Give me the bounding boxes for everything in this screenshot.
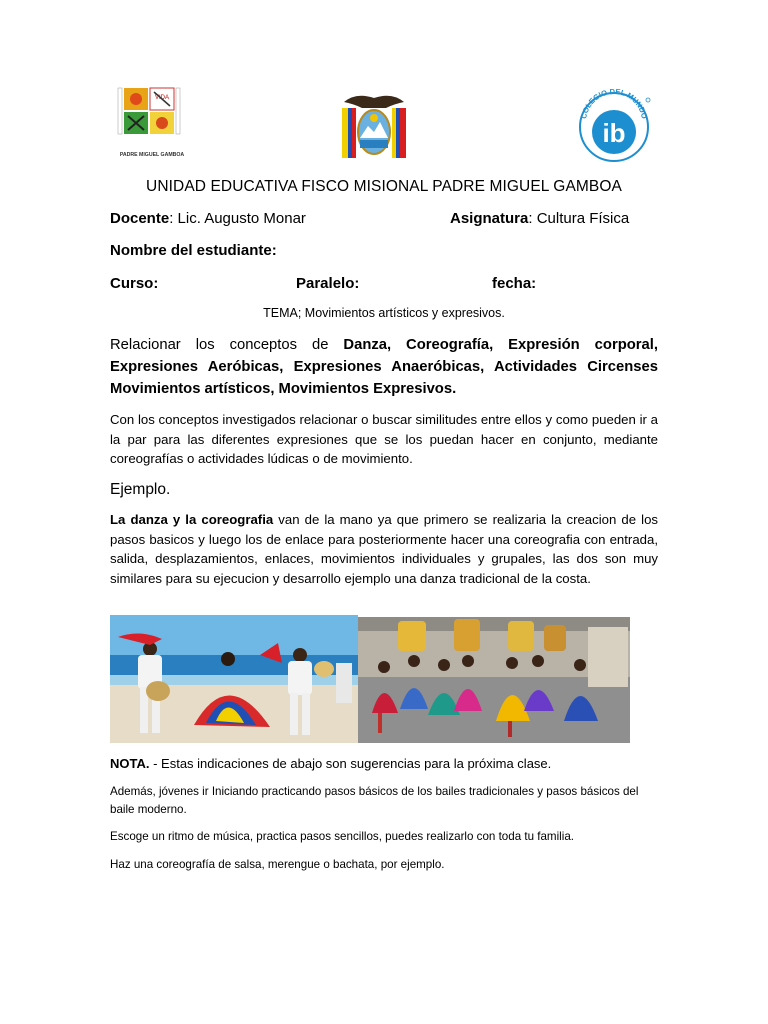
svg-text:VIDA: VIDA	[154, 95, 170, 101]
instruction-paragraph	[110, 334, 658, 400]
student-name-field	[110, 242, 277, 259]
suggestion-2: Escoge un ritmo de música, practica pasos sencillos, puedes realizarlo con toda tu familia.	[110, 830, 574, 843]
docente-field	[110, 210, 306, 227]
school-logo	[114, 86, 192, 164]
note-text: - Estas indicaciones de abajo son sugerencias para la próxima clase.	[149, 756, 552, 771]
ib-logo-text: COLEGIO DEL MUNDO	[579, 88, 649, 120]
example-heading: Ejemplo.	[110, 481, 171, 498]
note	[110, 756, 551, 771]
student-name-label: Nombre del estudiante:	[110, 242, 277, 259]
fecha-label: fecha:	[492, 275, 537, 292]
paralelo-label: Paralelo:	[296, 275, 360, 292]
topic-title: TEMA; Movimientos artísticos y expresivos.	[263, 306, 505, 320]
school-name: UNIDAD EDUCATIVA FISCO MISIONAL PADRE MIGUEL GAMBOA	[146, 178, 622, 195]
instruction-intro: Relacionar los conceptos de	[110, 337, 344, 353]
coat-of-arms-logo	[336, 92, 412, 166]
suggestion-1: Además, jóvenes ir Iniciando practicando pasos básicos de los bailes tradicionales y pasos básicos del baile moderno.	[110, 785, 639, 816]
ib-logo	[572, 88, 656, 166]
parade-dance-photo	[358, 617, 630, 743]
suggestion-3: Haz una coreografía de salsa, merengue o bachata, por ejemplo.	[110, 858, 445, 871]
paralelo-field	[296, 275, 359, 292]
asignatura-field	[450, 210, 629, 227]
svg-text:ib: ib	[602, 118, 626, 148]
asignatura-label: Asignatura	[450, 210, 529, 227]
fecha-field	[492, 275, 536, 292]
example-text: van de la mano ya que primero se realizaria la creacion de los pasos basicos y luego los de enlace para posteriormente hacer una coreografia con entrada, salida, desplazamientos, enlaces, movimientos individuales y grupales, las dos son muy similares para su ejecucion y desarrollo ejemplo una danza tradicional de la costa.	[110, 512, 658, 586]
example-bold-lead: La danza y la coreografia	[110, 512, 274, 527]
instruction-concepts: Danza, Coreografía, Expresión corporal, Expresiones Aeróbicas, Expresiones Anaeróbicas, Actividades Circenses Movimientos artísticos, Movimientos Expresivos.	[110, 337, 658, 397]
note-label: NOTA.	[110, 756, 150, 771]
docente-label: Docente	[110, 210, 170, 227]
curso-field	[110, 275, 158, 292]
asignatura-value: : Cultura Física	[528, 210, 630, 227]
example-paragraph	[110, 510, 658, 588]
beach-dance-photo	[110, 615, 358, 743]
curso-label: Curso:	[110, 275, 159, 292]
docente-value: : Lic. Augusto Monar	[169, 210, 306, 227]
description-paragraph: Con los conceptos investigados relacionar o buscar similitudes entre ellos y como pueden ir a la par para las diferentes expresiones que se los puedan hacer en conjunto, mediante coreografías o actividades lúdicas o de movimiento.	[110, 412, 658, 466]
school-logo-text: PADRE MIGUEL GAMBOA	[119, 152, 185, 158]
